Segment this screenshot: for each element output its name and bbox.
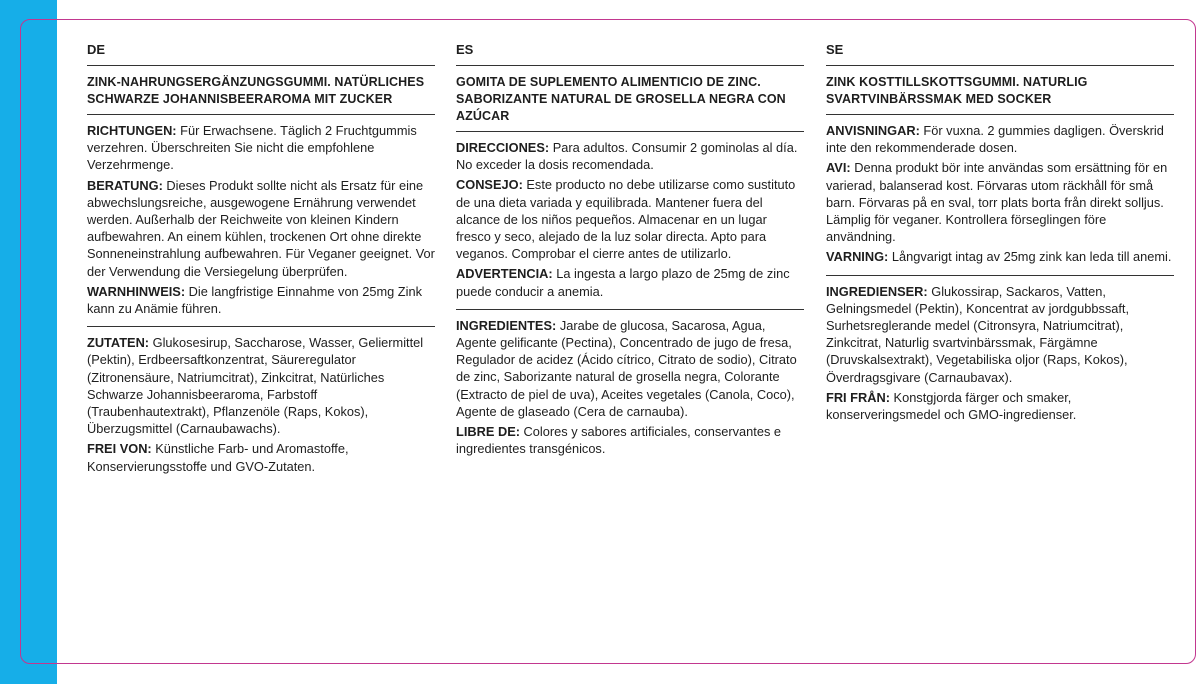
- label-content: [87, 38, 1177, 638]
- product-title: ZINK KOSTTILLSKOTTSGUMMI. NATURLIG SVARTVINBÄRSSMAK MED SOCKER: [826, 66, 1174, 115]
- column-es: [456, 38, 804, 466]
- product-title: ZINK-NAHRUNGSERGÄNZUNGSGUMMI. NATÜRLICHES SCHWARZE JOHANNISBEERAROMA MIT ZUCKER: [87, 66, 435, 115]
- ingredients-paragraph: INGREDIENSER: Glukossirap, Sackaros, Vatten, Gelningsmedel (Pektin), Koncentrat av jordgubbssaft, Surhetsreglerande medel (Citronsyra, Natriumcitrat), Zinkcitrat, Naturlig svartvinbärssmak, Färgämne (Druvskalsextrakt), Vegetabiliska oljor (Raps, Kokos), Överdragsgivare (Carnaubavax).: [826, 283, 1130, 385]
- ingredients-paragraph: INGREDIENTES: Jarabe de glucosa, Sacarosa, Agua, Agente gelificante (Pectina), Concentrado de jugo de fresa, Regulador de acidez (Ácido cítrico, Citrato de sodio), Citrato de zinc, Saborizante natural de grosella negra, Colorante (Extracto de piel de uva), Aceites vegetales (Canola, Coco), Agente de glaseado (Cera de carnauba).: [456, 317, 797, 419]
- ingredients-section: [87, 327, 435, 484]
- advice-paragraph: AVI: Denna produkt bör inte användas som ersättning för en varierad, balanserad kost. Förvaras utom räckhåll för små barn. Förvaras på en sval, torr plats borta från direkt solljus. Lämplig för veganer. Kontrollera förseglingen före användning.: [826, 160, 1168, 245]
- warning-paragraph: ADVERTENCIA: La ingesta a largo plazo de 25mg de zinc puede conducir a anemia.: [456, 266, 790, 299]
- usage-section: [456, 132, 804, 310]
- advice-paragraph: BERATUNG: Dieses Produkt sollte nicht als Ersatz für eine abwechslungsreiche, ausgewogene Ernährung verwendet werden. Außerhalb der Reichweite von kleinen Kindern aufbewahren. An einem kühlen, trockenen Ort ohne direkte Sonneneinstrahlung aufbewahren. Für Veganer geeignet. Vor der Verwendung die Versiegelung überprüfen.: [87, 177, 435, 279]
- usage-section: [826, 115, 1174, 276]
- directions-paragraph: ANVISNINGAR: För vuxna. 2 gummies dagligen. Överskrid inte den rekommenderade dosen.: [826, 123, 1164, 156]
- free-from-paragraph: LIBRE DE: Colores y sabores artificiales, conservantes e ingredientes transgénicos.: [456, 424, 782, 457]
- usage-section: [87, 115, 435, 327]
- ingredients-section: [826, 276, 1174, 433]
- language-code: SE: [826, 38, 1174, 66]
- warning-paragraph: WARNHINWEIS: Die langfristige Einnahme von 25mg Zink kann zu Anämie führen.: [87, 283, 422, 317]
- directions-paragraph: RICHTUNGEN: Für Erwachsene. Täglich 2 Fruchtgummis verzehren. Überschreiten Sie nicht die empfohlene Verzehrmenge.: [87, 123, 417, 173]
- warning-paragraph: VARNING: Långvarigt intag av 25mg zink kan leda till anemi.: [826, 249, 1172, 265]
- language-code: DE: [87, 38, 435, 66]
- column-se: [826, 38, 1174, 432]
- ingredients-section: [456, 310, 804, 467]
- product-title: GOMITA DE SUPLEMENTO ALIMENTICIO DE ZINC. SABORIZANTE NATURAL DE GROSELLA NEGRA CON AZÚCAR: [456, 66, 804, 132]
- free-from-paragraph: FREI VON: Künstliche Farb- und Aromastoffe, Konservierungsstoffe und GVO-Zutaten.: [87, 441, 349, 474]
- advice-paragraph: CONSEJO: Este producto no debe utilizarse como sustituto de una dieta variada y equilibrada. Mantener fuera del alcance de los niños pequeños. Almacenar en un lugar fresco y seco, alejado de la luz solar directa. Apto para veganos. Comprobar el cierre antes de utilizarlo.: [456, 177, 796, 262]
- free-from-paragraph: FRI FRÅN: Konstgjorda färger och smaker, konserveringsmedel och GMO-ingredienser.: [826, 389, 1077, 423]
- column-de: [87, 38, 435, 484]
- directions-paragraph: DIRECCIONES: Para adultos. Consumir 2 gominolas al día. No exceder la dosis recomendada.: [456, 140, 798, 173]
- ingredients-paragraph: ZUTATEN: Glukosesirup, Saccharose, Wasser, Geliermittel (Pektin), Erdbeersaftkonzentrat, Säureregulator (Zitronensäure, Natriumcitrat), Zinkcitrat, Natürliches Schwarze Johannisbeeraroma, Farbstoff (Traubenhautextrakt), Pflanzenöle (Raps, Kokos), Überzugsmittel (Carnaubawachs).: [87, 335, 424, 437]
- language-code: ES: [456, 38, 804, 66]
